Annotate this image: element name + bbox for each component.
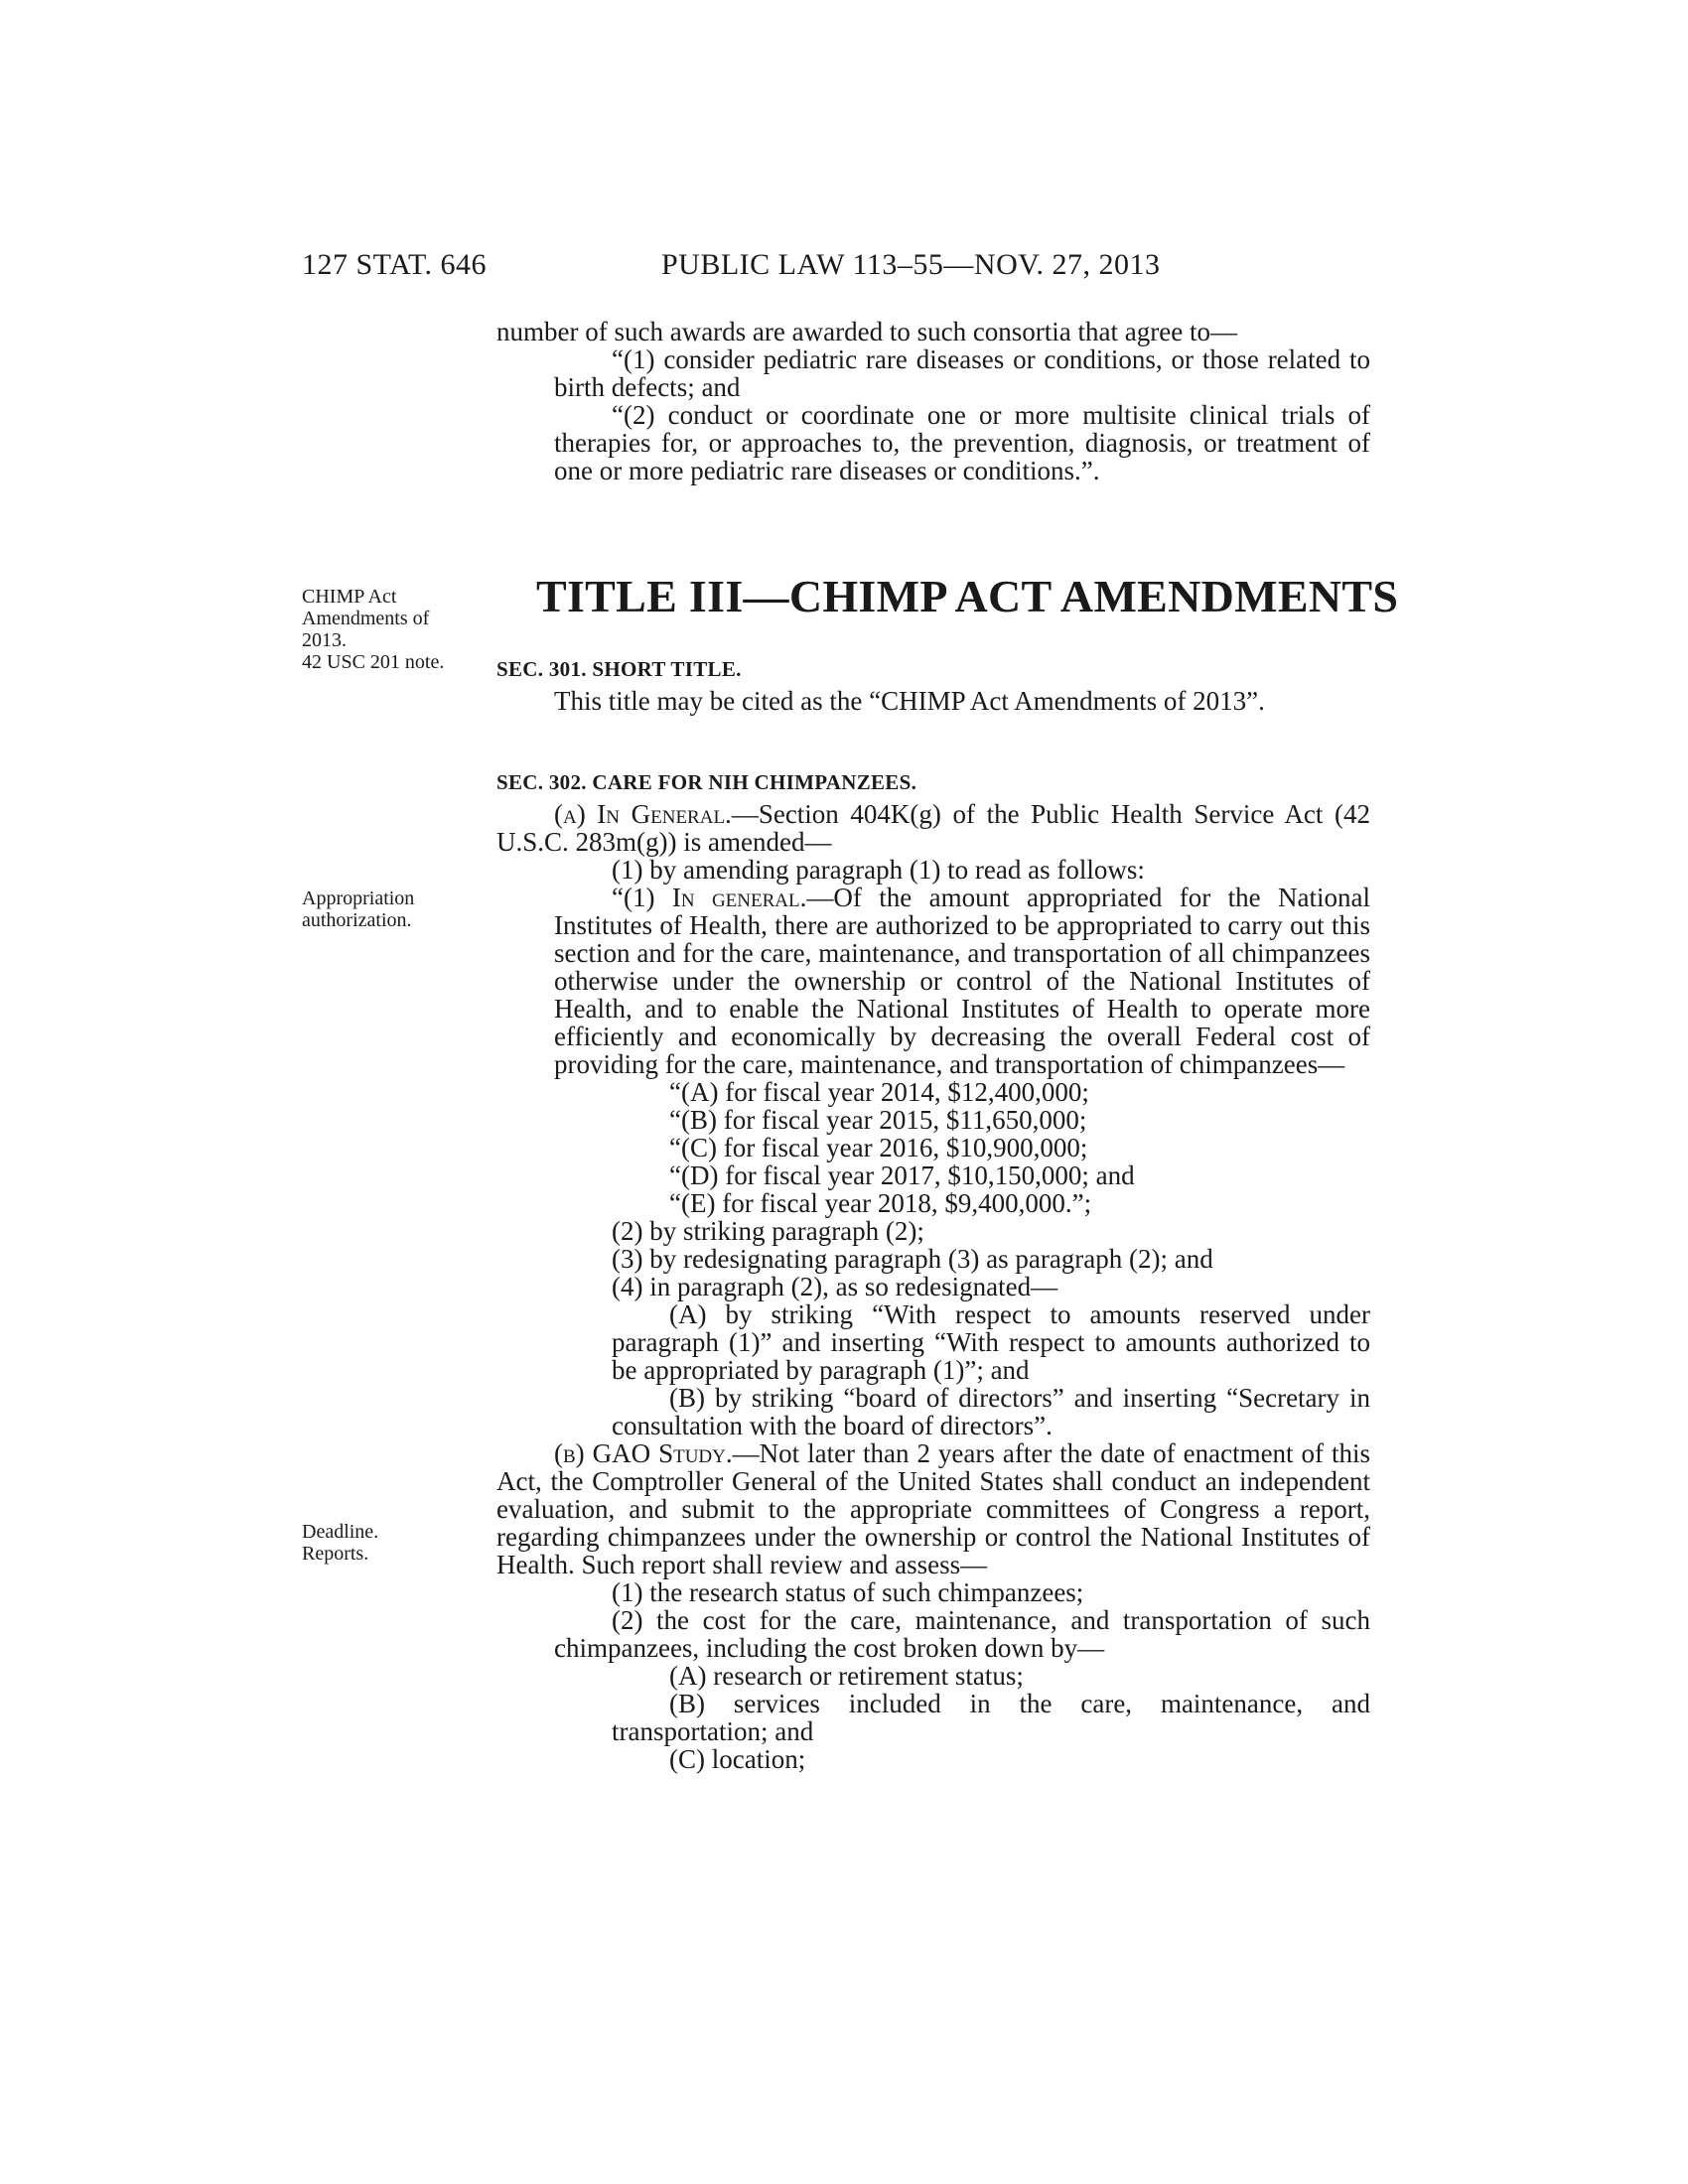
intro-paragraph: number of such awards are awarded to such consortia that agree to— (496, 317, 1237, 346)
subsection-a-text: —Section 404K(g) of the Public Health Service Act (42 U.S.C. 283m(g)) is amended— (496, 799, 1370, 857)
para-a4-a: (A) by striking “With respect to amounts reserved under paragraph (1)” and inserting “With respect to amounts authorized to be appropriated by paragraph (1)”; and (612, 1299, 1370, 1385)
fiscal-item-b: “(B) for fiscal year 2015, $11,650,000; (669, 1105, 1087, 1135)
margin-note-text: Reports. (302, 1543, 369, 1565)
margin-note-chimp (302, 586, 431, 651)
para-a2: (2) by striking paragraph (2); (612, 1216, 924, 1246)
subsection-a-label: (a) In General. (554, 799, 732, 829)
para-b2-b: (B) services included in the care, maintenance, and transportation; and (612, 1689, 1370, 1746)
para-b1: (1) the research status of such chimpanzees; (612, 1577, 1084, 1607)
para-a4-b: (B) by striking “board of directors” and inserting “Secretary in consultation with the board of directors”. (612, 1383, 1370, 1440)
quoted-para-1 (496, 884, 1370, 1078)
margin-note-text: CHIMP Act Amendments of 2013. (302, 586, 430, 651)
page-number: 127 STAT. 646 (302, 248, 488, 281)
running-header: PUBLIC LAW 113–55—NOV. 27, 2013 (661, 248, 1161, 281)
sec-301-body (496, 687, 1370, 715)
subsection-a (496, 800, 1370, 856)
para-a1: (1) by amending paragraph (1) to read as follows: (612, 855, 1145, 885)
margin-note-deadline (302, 1521, 378, 1565)
fiscal-item-e: “(E) for fiscal year 2018, $9,400,000.”; (669, 1188, 1092, 1218)
sec-302-body (496, 800, 1370, 1773)
para-b2-a: (A) research or retirement status; (669, 1661, 1024, 1691)
para-b2: (2) the cost for the care, maintenance, and transportation of such chimpanzees, including the cost broken down by— (554, 1605, 1370, 1663)
title-heading: TITLE III—CHIMP ACT AMENDMENTS (536, 571, 1399, 621)
subsection-b-label: (b) GAO Study. (554, 1438, 733, 1468)
para-a4: (4) in paragraph (2), as so redesignated— (612, 1272, 1058, 1301)
fiscal-item-d: “(D) for fiscal year 2017, $10,150,000; and (669, 1160, 1135, 1190)
subsection-b (496, 1439, 1370, 1578)
intro-block (496, 318, 1370, 484)
quoted-para-1-label: “(1) In general. (612, 883, 807, 912)
intro-item-1: “(1) consider pediatric rare diseases or conditions, or those related to birth defects; and (554, 344, 1370, 402)
margin-note-text: Appropriation authorization. (302, 887, 415, 931)
sec-301-heading: SEC. 301. SHORT TITLE. (496, 657, 742, 681)
margin-note-appropriation (302, 887, 441, 931)
fiscal-item-a: “(A) for fiscal year 2014, $12,400,000; (669, 1077, 1089, 1107)
fiscal-item-c: “(C) for fiscal year 2016, $10,900,000; (669, 1133, 1088, 1162)
intro-item-2: “(2) conduct or coordinate one or more multisite clinical trials of therapies for, or approaches to, the prevention, diagnosis, or treatment of one or more pediatric rare diseases or conditions.”. (554, 400, 1370, 485)
margin-note-usc: 42 USC 201 note. (302, 651, 445, 673)
subsection-b-text: —Not later than 2 years after the date of enactment of this Act, the Comptroller General of the United States shall conduct an independent evaluation, and submit to the appropriate committees of Congress a report, regarding chimpanzees under the ownership or control the National Institutes of Health. Such report shall review and assess— (496, 1438, 1370, 1579)
quoted-para-1-text: —Of the amount appropriated for the National Institutes of Health, there are authorized to be appropriated to carry out this section and for the care, maintenance, and transportation of all chimpanzees otherwise under the ownership or control of the National Institutes of Health, and to enable the National Institutes of Health to operate more efficiently and economically by decreasing the overall Federal cost of providing for the care, maintenance, and transportation of chimpanzees— (554, 883, 1370, 1079)
sec-302-heading: SEC. 302. CARE FOR NIH CHIMPANZEES. (496, 770, 917, 794)
sec-301-text: This title may be cited as the “CHIMP Act Amendments of 2013”. (554, 686, 1265, 716)
para-b2-c: (C) location; (669, 1744, 806, 1774)
margin-note-text: Deadline. (302, 1521, 379, 1543)
para-a3: (3) by redesignating paragraph (3) as paragraph (2); and (612, 1244, 1213, 1274)
